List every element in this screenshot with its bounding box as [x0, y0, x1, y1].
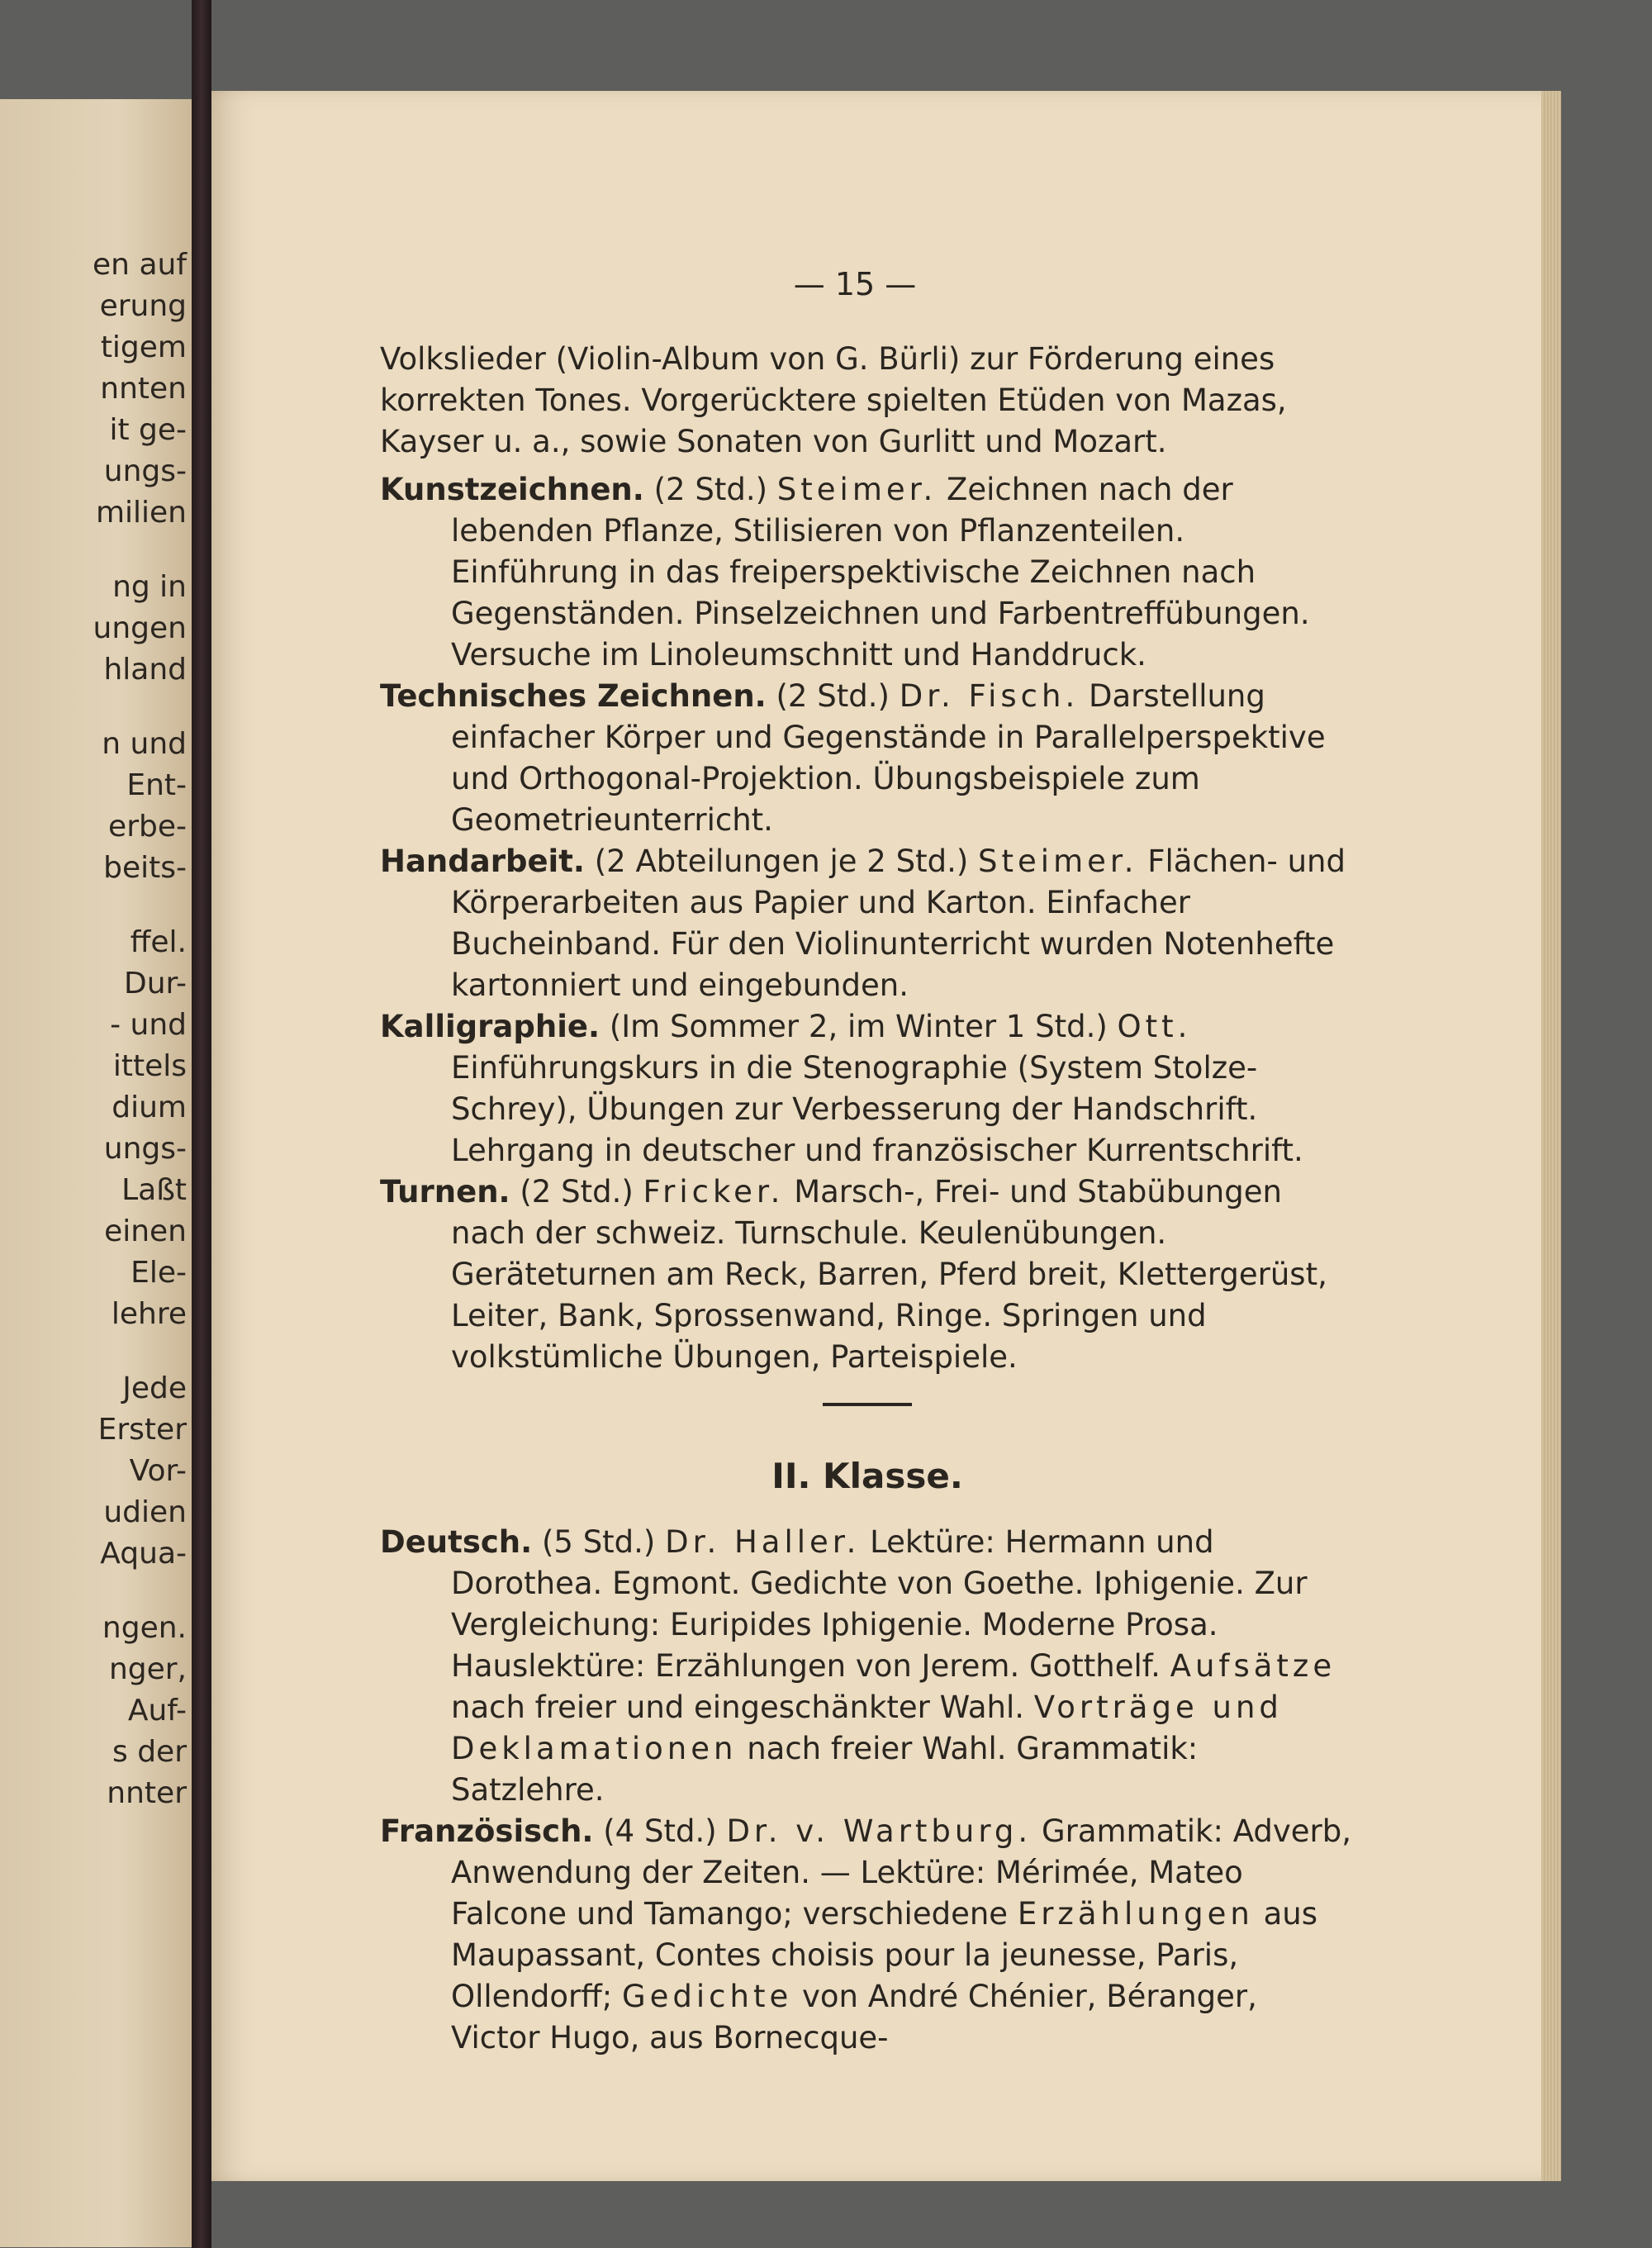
left-page-line: ittels	[112, 1049, 187, 1083]
entry-text: aus Maupassant, Contes choisis pour la jeunesse, Paris, Ollendorff;	[451, 1896, 1318, 2014]
left-page-line: erung	[99, 289, 187, 323]
entry-hours: (2 Std.)	[776, 678, 890, 714]
entry-heading: Handarbeit.	[380, 844, 585, 879]
entry-heading: Technisches Zeichnen.	[380, 678, 767, 714]
left-page-line: Jede	[122, 1371, 187, 1405]
left-page-line: Aqua-	[100, 1537, 187, 1571]
book-gutter	[192, 0, 211, 2248]
left-page	[0, 99, 198, 2247]
page-number: — 15 —	[793, 266, 917, 302]
left-page-line: en auf	[93, 248, 187, 282]
entry-kunstzeichnen	[380, 469, 1355, 676]
entry-spaced-term: Erzählungen	[1017, 1896, 1254, 1932]
entry-heading: Kalligraphie.	[380, 1009, 601, 1044]
section-divider	[823, 1403, 912, 1406]
left-page-line: Auf-	[127, 1694, 187, 1728]
entry-turnen	[380, 1172, 1355, 1378]
left-page-line: udien	[103, 1495, 187, 1529]
left-page-line: s der	[112, 1735, 187, 1769]
entry-text: Zeichnen nach der lebenden Pflanze, Stilisieren von Pflanzenteilen. Einführung in das freiperspektivische Zeichnen nach Gegenständen. Pinselzeichnen und Farbentreffübungen. Versuche im Linoleumschnitt und Handdruck.	[451, 472, 1310, 672]
entry-hours: (Im Sommer 2, im Winter 1 Std.)	[609, 1009, 1108, 1044]
left-page-line: milien	[95, 496, 187, 530]
entry-spaced-term: Vorträge und Deklamationen	[451, 1690, 1283, 1766]
left-page-line: hland	[103, 653, 187, 687]
entry-teacher: Fricker.	[643, 1174, 785, 1210]
left-page-line: - und	[110, 1008, 187, 1042]
entry-handarbeit	[380, 841, 1355, 1006]
left-page-line: Laßt	[121, 1173, 187, 1207]
intro-paragraph: Volkslieder (Violin-Album von G. Bürli) zur Förderung eines korrekten Tones. Vorgerücktere spielten Etüden von Mazas, Kayser u. a., sowie Sonaten von Gurlitt und Mozart.	[380, 341, 1287, 459]
entry-franzoesisch	[380, 1811, 1355, 2059]
left-page-line: Vor-	[129, 1454, 187, 1488]
entry-heading: Turnen.	[380, 1174, 510, 1210]
left-page-line: einen	[104, 1214, 187, 1248]
entry-hours: (2 Std.)	[653, 472, 768, 507]
entry-heading: Französisch.	[380, 1813, 594, 1849]
left-page-line: ng in	[112, 570, 187, 604]
page-text	[380, 339, 1355, 2059]
left-page-line: beits-	[103, 851, 187, 885]
left-page-line: lehre	[111, 1297, 187, 1331]
page-edge	[1541, 91, 1561, 2181]
entry-teacher: Dr. Haller.	[665, 1524, 861, 1560]
entry-deutsch	[380, 1522, 1355, 1811]
left-page-line: it ge-	[109, 413, 187, 447]
entry-teacher: Dr. v. Wartburg.	[726, 1813, 1032, 1849]
left-page-line: dium	[112, 1091, 187, 1124]
entry-heading: Kunstzeichnen.	[380, 472, 644, 507]
entry-hours: (5 Std.)	[541, 1524, 656, 1560]
left-page-line: ungen	[93, 611, 187, 645]
entry-heading: Deutsch.	[380, 1524, 533, 1560]
entry-teacher: Steimer.	[978, 844, 1138, 879]
entry-text: von André Chénier, Béranger, Victor Hugo, aus Bornecque-	[451, 1979, 1257, 2056]
entry-text: Darstellung einfacher Körper und Gegenstände in Parallelperspektive und Orthogonal-Projektion. Übungsbeispiele zum Geometrieunterricht.	[451, 678, 1326, 838]
left-page-line: erbe-	[108, 810, 187, 844]
entry-text: Marsch-, Frei- und Stabübungen nach der schweiz. Turnschule. Keulenübungen. Geräteturnen am Reck, Barren, Pferd breit, Klettergerüst, Leiter, Bank, Sprossenwand, Ringe. Springen und volkstümliche Übungen, Parteispiele.	[451, 1174, 1327, 1375]
entry-spaced-term: Aufsätze	[1170, 1648, 1336, 1684]
left-page-line: ngen.	[102, 1611, 187, 1645]
class-heading: II. Klasse.	[771, 1456, 963, 1496]
entry-kalligraphie	[380, 1006, 1355, 1172]
left-page-line: n und	[102, 727, 187, 761]
left-page-line: Ent-	[126, 768, 187, 802]
left-page-line: ffel.	[130, 925, 187, 959]
entry-hours: (2 Std.)	[520, 1174, 634, 1210]
left-page-line: nger,	[108, 1652, 187, 1686]
entry-text: Einführungskurs in die Stenographie (System Stolze-Schrey), Übungen zur Verbesserung der Handschrift. Lehrgang in deutscher und französischer Kurrentschrift.	[451, 1050, 1303, 1168]
entry-text: Grammatik: Adverb, Anwendung der Zeiten. — Lektüre: Mérimée, Mateo Falcone und Tamango; verschiedene	[451, 1813, 1351, 1932]
left-page-line: tigem	[100, 330, 187, 364]
entry-hours: (4 Std.)	[603, 1813, 717, 1849]
entry-technisches-zeichnen	[380, 676, 1355, 841]
left-page-line: nnten	[100, 372, 187, 406]
entry-teacher: Ott.	[1117, 1009, 1192, 1044]
entry-text: Flächen- und Körperarbeiten aus Papier und Karton. Einfacher Bucheinband. Für den Violinunterricht wurden Notenhefte kartonniert und eingebunden.	[451, 844, 1346, 1003]
entry-text: Lektüre: Hermann und Dorothea. Egmont. Gedichte von Goethe. Iphigenie. Zur Vergleichung: Euripides Iphigenie. Moderne Prosa. Hauslektüre: Erzählungen von Jerem. Gotthelf.	[451, 1524, 1308, 1684]
entry-spaced-term: Gedichte	[621, 1979, 793, 2014]
left-page-line: Erster	[97, 1413, 187, 1447]
left-page-line: ungs-	[103, 454, 187, 488]
left-page-line: nnter	[107, 1776, 187, 1810]
left-page-line: ungs-	[103, 1132, 187, 1166]
entry-teacher: Steimer.	[776, 472, 938, 507]
entry-text: nach freier und eingeschänkter Wahl.	[451, 1690, 1025, 1725]
entry-teacher: Dr. Fisch.	[899, 678, 1080, 714]
left-page-line: Dur-	[123, 967, 187, 1000]
entry-text: nach freier Wahl. Grammatik: Satzlehre.	[451, 1731, 1199, 1808]
left-page-line: Ele-	[131, 1256, 187, 1290]
entry-list	[380, 469, 1355, 1378]
entry-hours: (2 Abteilungen je 2 Std.)	[594, 844, 969, 879]
